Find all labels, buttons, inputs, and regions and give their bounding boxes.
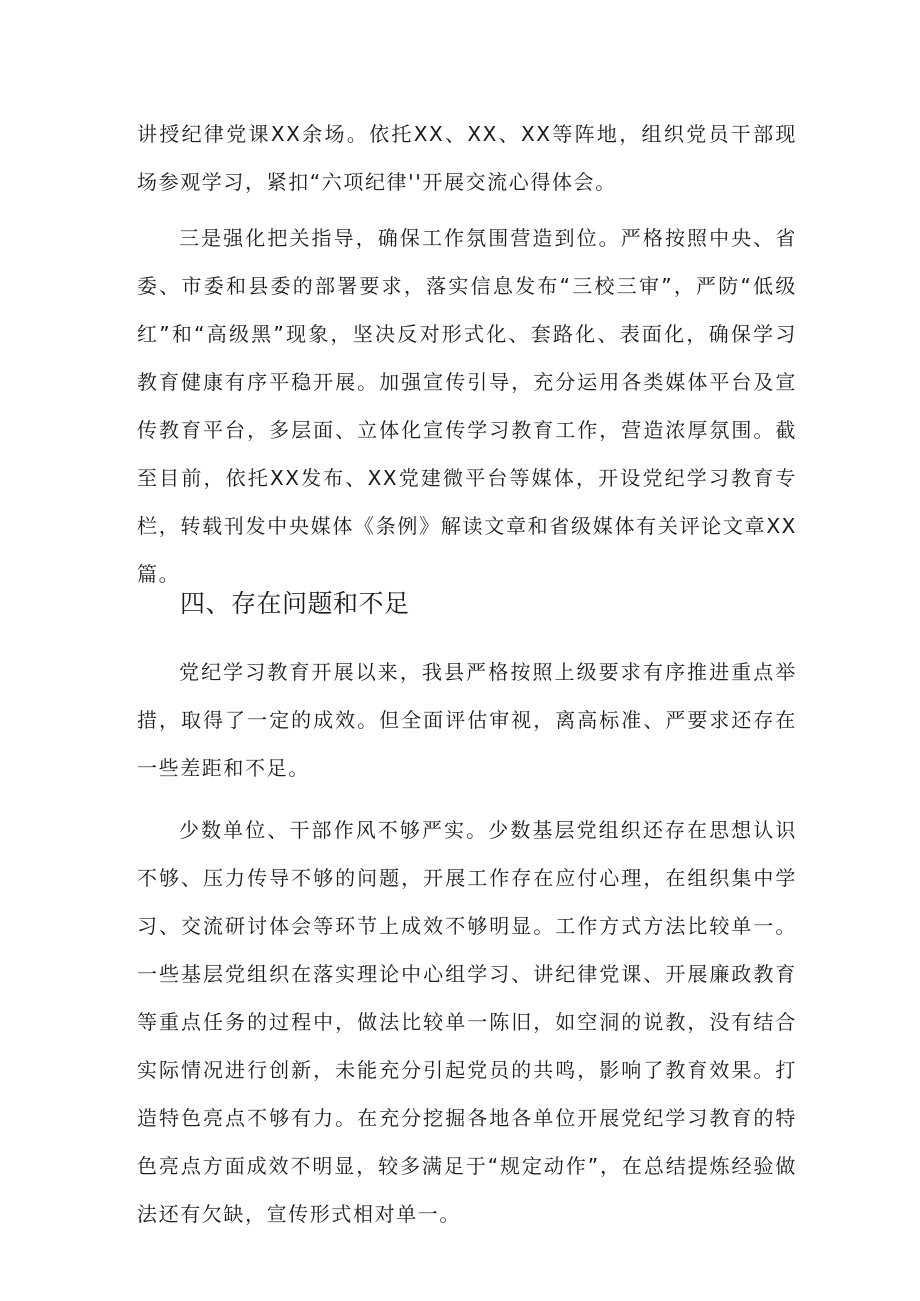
- paragraph-section4-problems: 少数单位、干部作风不够严实。少数基层党组织还存在思想认识不够、压力传导不够的问题，开展工作存在应付心理，在组织集中学习、交流研讨体会等环节上成效不够明显。工作方式方法比较单一。一些基层党组织在落实理论中心组学习、讲纪律党课、开展廉政教育等重点任务的过程中，做法比较单一陈旧，如空洞的说教，没有结合实际情况进行创新，未能充分引起党员的共鸣，影响了教育效果。打造特色亮点不够有力。在充分挖掘各地各单位开展党纪学习教育的特色亮点方面成效不明显，较多满足于“规定动作”，在总结提炼经验做法还有欠缺，宣传形式相对单一。: [137, 818, 797, 1226]
- section-heading-problems: 四、存在问题和不足: [180, 589, 410, 618]
- paragraph-continuation: 讲授纪律党课XX余场。依托XX、XX、XX等阵地，组织党员干部现场参观学习，紧扣“六项纪律''开展交流心得体会。: [137, 122, 797, 194]
- paragraph-section4-intro: 党纪学习教育开展以来，我县严格按照上级要求有序推进重点举措，取得了一定的成效。但全面评估审视，离高标准、严要求还存在一些差距和不足。: [137, 660, 797, 780]
- paragraph-section3-item3: 三是强化把关指导，确保工作氛围营造到位。严格按照中央、省委、市委和县委的部署要求，落实信息发布“三校三审”，严防“低级红”和“高级黑”现象，坚决反对形式化、套路化、表面化，确保学习教育健康有序平稳开展。加强宣传引导，充分运用各类媒体平台及宣传教育平台，多层面、立体化宣传学习教育工作，营造浓厚氛围。截至目前，依托XX发布、XX党建微平台等媒体，开设党纪学习教育专栏，转载刊发中央媒体《条例》解读文章和省级媒体有关评论文章XX篇。: [137, 226, 797, 586]
